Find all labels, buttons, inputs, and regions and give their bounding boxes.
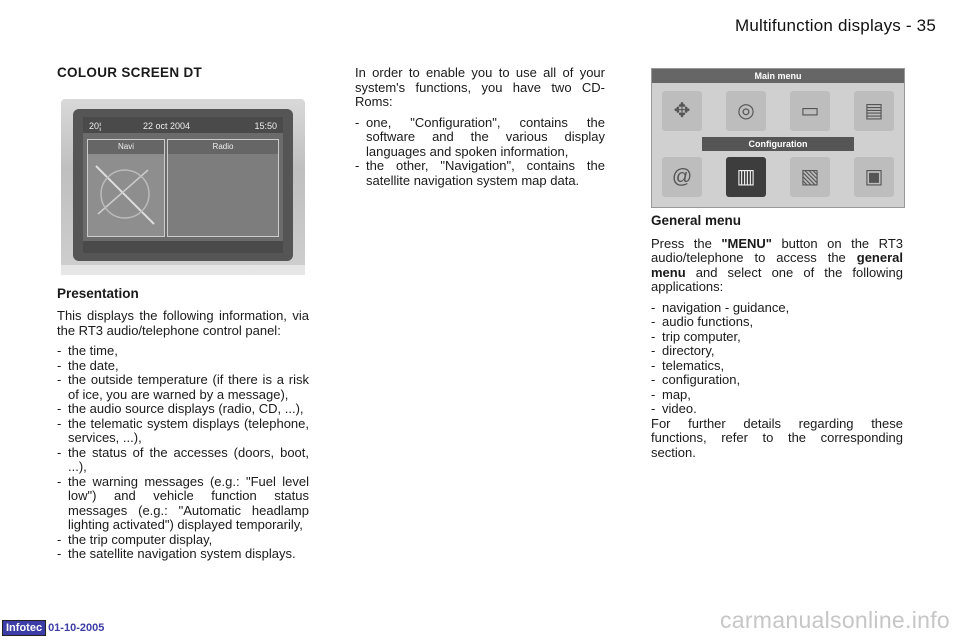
- list-item: - one, "Configuration", contains the software and the various display languages and spoken information,: [355, 116, 605, 160]
- column-middle: [355, 66, 605, 188]
- list-item: - video.: [651, 402, 903, 417]
- list-item: - the warning messages (e.g.: "Fuel level low") and vehicle function status messages (e.g.: "Automatic headlamp lighting activated") displayed temporarily,: [57, 475, 309, 533]
- list-item: - the audio source displays (radio, CD, ...),: [57, 402, 309, 417]
- list-item: - the date,: [57, 359, 309, 374]
- list-item: - telematics,: [651, 359, 903, 374]
- list-item: - the outside temperature (if there is a risk of ice, you are warned by a message),: [57, 373, 309, 402]
- screen-bottombar: [83, 241, 283, 253]
- telematics-icon: @: [662, 157, 702, 197]
- text-span: and select one of the following applications:: [651, 264, 903, 294]
- cdrom-list: [355, 116, 605, 189]
- list-item: - trip computer,: [651, 330, 903, 345]
- display-screen: [83, 117, 283, 253]
- list-item: - map,: [651, 388, 903, 403]
- watermark: carmanualsonline.info: [719, 607, 950, 633]
- list-item: - audio functions,: [651, 315, 903, 330]
- column-right: [651, 66, 903, 466]
- list-item: - the telematic system displays (telephone, services, ...),: [57, 417, 309, 446]
- main-title: COLOUR SCREEN DT: [57, 65, 203, 80]
- list-item: - navigation - guidance,: [651, 301, 903, 316]
- configuration-label: Configuration: [702, 137, 854, 151]
- radio-pane-title: Radio: [168, 140, 278, 155]
- general-menu-bold: general menu: [651, 250, 903, 280]
- laptop-icon: ▭: [790, 91, 830, 131]
- list-item: - the satellite navigation system displays.: [57, 547, 309, 562]
- footer-date: 01-10-2005: [48, 622, 105, 634]
- cdrom-intro: In order to enable you to use all of your system's functions, you have two CD-Roms:: [355, 65, 605, 109]
- list-item: - directory,: [651, 344, 903, 359]
- configuration-icon: ▥: [726, 157, 766, 197]
- map-icon: ▧: [790, 157, 830, 197]
- general-menu-instructions: [651, 237, 903, 295]
- cd-icon: ◎: [726, 91, 766, 131]
- map-graphic: [88, 154, 162, 234]
- menu-button-label: "MENU": [721, 235, 772, 251]
- nav-pane-title: Navi: [88, 140, 164, 155]
- list-item: - the other, "Navigation", contains the satellite navigation system map data.: [355, 159, 605, 188]
- video-icon: ▣: [854, 157, 894, 197]
- infotec-logo: Infotec: [2, 620, 46, 636]
- display-base: [61, 265, 305, 275]
- screen-topbar: [83, 117, 283, 133]
- screen-time-right: 15:50: [254, 120, 277, 131]
- navigation-icon: ✥: [662, 91, 702, 131]
- main-menu-bar: Main menu: [652, 69, 904, 83]
- list-item: - configuration,: [651, 373, 903, 388]
- footer: [2, 620, 104, 636]
- menu-tiles-row2: [662, 157, 894, 197]
- display-photo: [61, 99, 305, 275]
- closing-text: For further details regarding these functions, refer to the corresponding section.: [651, 415, 903, 460]
- presentation-intro: This displays the following information, via the RT3 audio/telephone control panel:: [57, 308, 309, 338]
- page-header: Multifunction displays - 35: [735, 16, 936, 35]
- menu-tiles-row1: [662, 91, 894, 131]
- screen-nav-pane: [87, 139, 165, 237]
- text-span: Press the: [651, 235, 722, 251]
- column-left: [57, 66, 309, 562]
- list-item: - the status of the accesses (doors, boot, ...),: [57, 446, 309, 475]
- presentation-heading: Presentation: [57, 285, 139, 301]
- screen-radio-pane: [167, 139, 279, 237]
- list-item: - the trip computer display,: [57, 533, 309, 548]
- main-menu-screenshot: [651, 68, 905, 208]
- screen-date: 22 oct 2004: [143, 120, 191, 131]
- general-menu-heading: General menu: [651, 213, 742, 228]
- list-item: - the time,: [57, 344, 309, 359]
- directory-icon: ▤: [854, 91, 894, 131]
- applications-list: [651, 301, 903, 417]
- presentation-list: [57, 344, 309, 562]
- text-span: button on the RT3 audio/telephone to access the: [651, 235, 903, 265]
- screen-time-left: 20¦: [89, 120, 102, 131]
